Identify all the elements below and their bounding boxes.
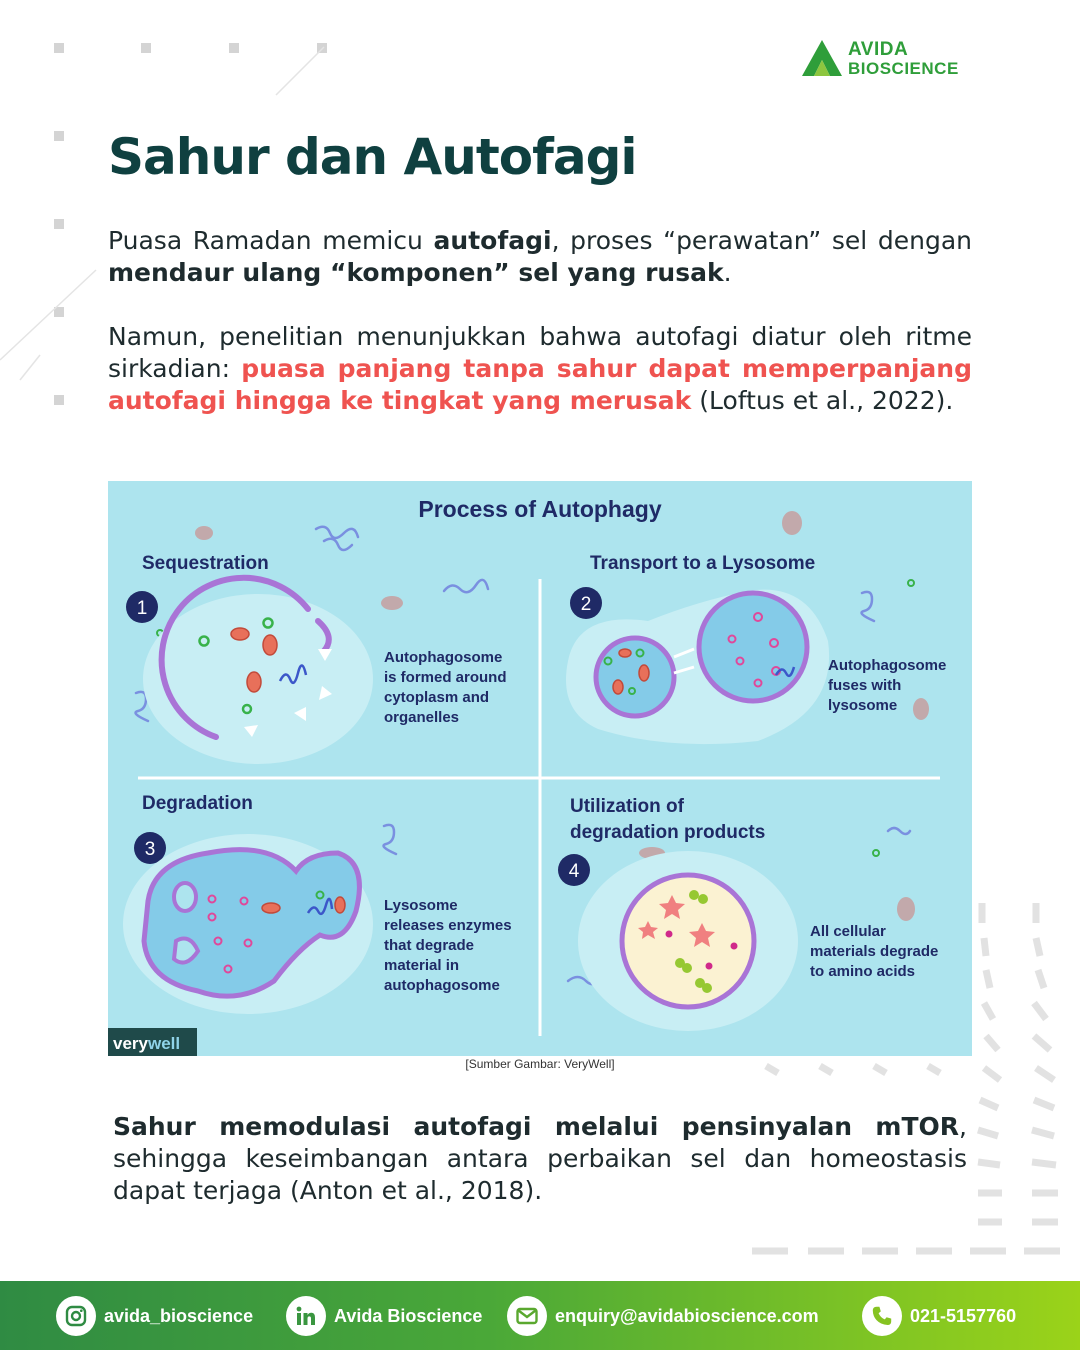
panel-2-title: Transport to a Lysosome [590, 553, 816, 574]
panel-3-desc-line-3: that degrade [384, 937, 475, 954]
panel-3-title: Degradation [142, 793, 253, 814]
panel-1-desc-line-2: is formed around [384, 669, 507, 686]
linkedin-name: Avida Bioscience [334, 1305, 483, 1326]
panel-1-step: 1 [136, 598, 148, 619]
verywell-part-a: very [113, 1034, 148, 1053]
panel-4-desc-line-1: All cellular [810, 923, 886, 940]
panel-1-desc-line-4: organelles [384, 709, 460, 726]
panel-2-desc-line-2: fuses with [828, 677, 902, 694]
brand-name [848, 40, 959, 78]
panel-1-desc-line-3: cytoplasm and [384, 689, 490, 706]
conclusion-paragraph [113, 1111, 967, 1207]
panel-3-step: 3 [144, 839, 156, 860]
linkedin-link[interactable] [286, 1296, 482, 1336]
panel-4-title-line-1: Utilization of [570, 796, 684, 817]
instagram-icon [56, 1296, 96, 1336]
panel-1-desc-line-1: Autophagosome [384, 649, 503, 666]
autophagy-figure [108, 481, 972, 1056]
panel-3-desc-line-4: material in [384, 957, 460, 974]
p1-text-3: . [723, 258, 732, 287]
p2-text-2: (Loftus et al., 2022). [691, 386, 954, 415]
panel-2-step: 2 [580, 594, 592, 615]
panel-3-desc-line-1: Lysosome [384, 897, 458, 914]
p3-text: , sehingga keseimbangan antara perbaikan sel dan homeostasis dapat terjaga (Anton et al., 2018). [113, 1112, 967, 1205]
phone-icon [862, 1296, 902, 1336]
email-link[interactable] [507, 1296, 819, 1336]
panel-2-desc-line-1: Autophagosome [828, 657, 947, 674]
panel-3-desc-line-5: autophagosome [384, 977, 500, 994]
figure-heading: Process of Autophagy [418, 496, 662, 522]
phone-link[interactable] [862, 1296, 1016, 1336]
image-source-caption: [Sumber Gambar: VeryWell] [465, 1057, 615, 1071]
email-icon [507, 1296, 547, 1336]
instagram-link[interactable] [56, 1296, 253, 1336]
panel-2-desc-line-3: lysosome [828, 697, 898, 714]
p2-text-1: Namun, penelitian menunjukkan bahwa autofagi diatur oleh ritme sirkadian: [108, 322, 972, 383]
p1-text-2: , proses “perawatan” sel dengan [551, 226, 972, 255]
brand-logo [800, 38, 1000, 80]
brand-line2: BIOSCIENCE [848, 59, 959, 78]
p3-bold: Sahur memodulasi autofagi melalui pensinyalan mTOR [113, 1112, 960, 1141]
p2-highlight: puasa panjang tanpa sahur dapat memperpanjang autofagi hingga ke tingkat yang merusak [108, 354, 972, 415]
linkedin-icon [286, 1296, 326, 1336]
phone-number: 021-5157760 [910, 1305, 1017, 1326]
panel-3-desc-line-2: releases enzymes [384, 917, 512, 934]
avida-logo-icon [800, 38, 844, 78]
intro-paragraph [108, 225, 972, 289]
page-title: Sahur dan Autofagi [108, 128, 637, 186]
panel-1-title: Sequestration [142, 553, 269, 574]
research-paragraph [108, 321, 972, 417]
panel-4-title-line-2: degradation products [570, 822, 766, 843]
verywell-part-b: well [147, 1034, 181, 1053]
panel-4-step: 4 [568, 861, 580, 882]
contact-footer [0, 1281, 1080, 1350]
p1-bold-2: mendaur ulang “komponen” sel yang rusak [108, 258, 724, 287]
instagram-handle: avida_bioscience [104, 1305, 254, 1326]
p1-bold-1: autofagi [433, 226, 552, 255]
panel-4-desc-line-2: materials degrade [810, 943, 939, 960]
verywell-text [113, 1034, 180, 1053]
panel-4-desc-line-3: to amino acids [810, 963, 916, 980]
email-address: enquiry@avidabioscience.com [555, 1305, 819, 1326]
brand-line1: AVIDA [848, 39, 909, 60]
p1-text-1: Puasa Ramadan memicu [108, 226, 434, 255]
